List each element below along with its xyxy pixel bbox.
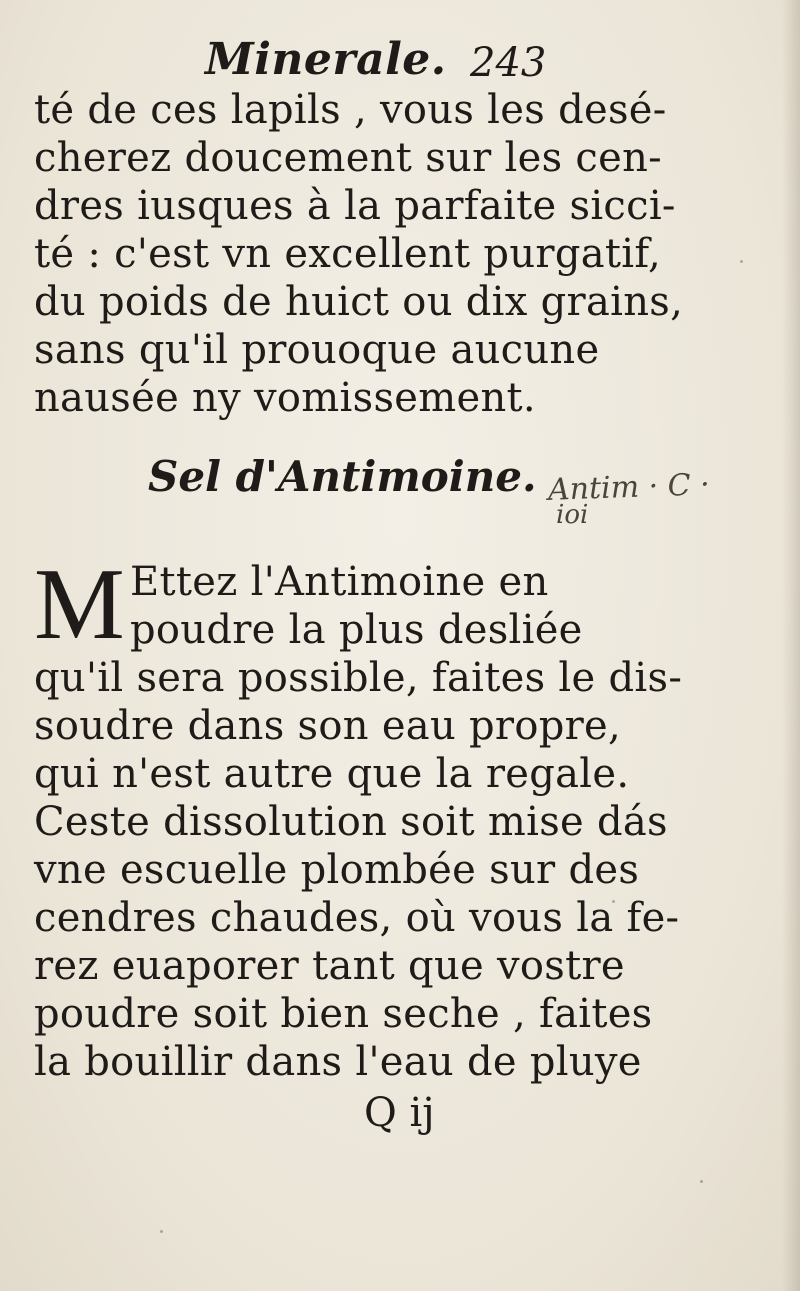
drop-cap: M <box>34 548 125 661</box>
text-line: sans qu'il prouoque aucune <box>34 327 600 373</box>
text-line: té de ces lapils , vous les desé- <box>34 87 667 133</box>
paper-speck <box>160 1230 163 1233</box>
running-title: Minerale. <box>205 34 447 85</box>
paper-speck <box>700 1180 703 1183</box>
text-line: Ceste dissolution soit mise dás <box>34 799 668 845</box>
text-line: cendres chaudes, où vous la fe- <box>34 895 680 941</box>
text-line: rez euaporer tant que vostre <box>34 943 625 989</box>
paper-speck <box>612 900 615 903</box>
signature-mark: Q ij <box>364 1090 435 1136</box>
text-line: nausée ny vomissement. <box>34 375 536 421</box>
page-number: 243 <box>470 40 547 86</box>
page-edge-shadow <box>782 0 800 1291</box>
text-line: dres iusques à la parfaite sicci- <box>34 183 676 229</box>
handwritten-margin-note-2: ioi <box>556 500 589 530</box>
text-line: du poids de huict ou dix grains, <box>34 279 684 325</box>
paper-speck <box>740 260 743 263</box>
text-line: soudre dans son eau propre, <box>34 703 622 749</box>
text-line: Ettez l'Antimoine en <box>130 559 549 605</box>
text-line: poudre la plus desliée <box>130 607 583 653</box>
text-line: la bouillir dans l'eau de pluye <box>34 1039 642 1085</box>
text-line: té : c'est vn excellent purgatif, <box>34 231 662 277</box>
text-line: poudre soit bien seche , faites <box>34 991 653 1037</box>
text-line: qu'il sera possible, faites le dis- <box>34 655 683 701</box>
handwritten-margin-note: Antim · C · <box>547 467 711 508</box>
text-line: qui n'est autre que la regale. <box>34 751 630 797</box>
text-line: vne escuelle plombée sur des <box>34 847 640 893</box>
section-heading: Sel d'Antimoine. <box>148 452 537 501</box>
text-line: cherez doucement sur les cen- <box>34 135 662 181</box>
